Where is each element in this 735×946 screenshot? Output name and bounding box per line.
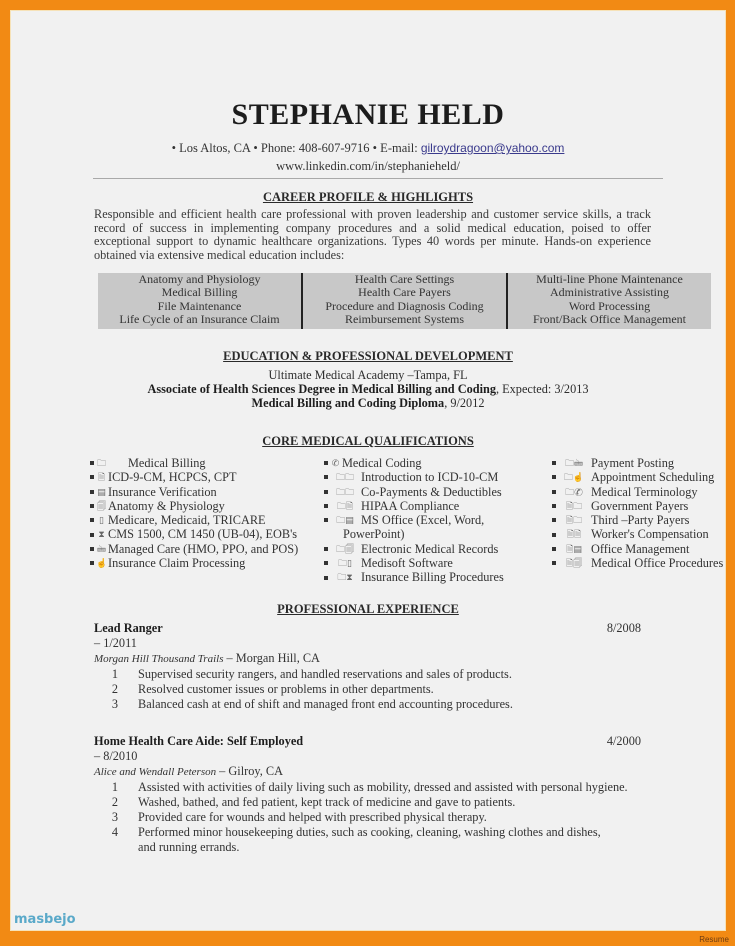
- skill-item: Word Processing: [568, 298, 651, 313]
- folder-document-icon: 🗀🗎: [336, 500, 354, 511]
- skills-column-1: [98, 273, 301, 329]
- bullet: [324, 547, 328, 551]
- qualification-item: 🗀🗀 Co-Payments & Deductibles: [324, 485, 504, 499]
- employer: Morgan Hill Thousand Trails: [94, 653, 224, 665]
- job-end-date: – 8/2010: [94, 749, 138, 763]
- linkedin-url[interactable]: www.linkedin.com/in/stephanieheld/: [276, 159, 460, 173]
- document-pages-icon: 🗎🗐: [565, 558, 583, 569]
- qualification-item: ▯ Medicare, Medicaid, TRICARE: [90, 513, 298, 527]
- qualification-item: 🗀☝ Appointment Scheduling: [552, 470, 723, 484]
- qualification-item: 🗀 Medical Billing: [90, 456, 298, 470]
- header-divider: [93, 178, 663, 179]
- qualification-item-continued: PowerPoint): [343, 527, 405, 542]
- qualification-item: 🗎🗎 Worker's Compensation: [552, 527, 723, 541]
- section-title-career-profile: CAREER PROFILE & HIGHLIGHTS: [262, 190, 474, 204]
- skill-item: Health Care Payers: [358, 285, 451, 300]
- job-location: – Gilroy, CA: [216, 764, 283, 778]
- skill-item: Life Cycle of an Insurance Claim: [119, 312, 280, 327]
- degree-line: [10, 382, 726, 397]
- job-title: Home Health Care Aide: Self Employed: [94, 734, 304, 748]
- qualification-item: 🗀▤ MS Office (Excel, Word,: [324, 513, 504, 527]
- keyboard-icon: 🖮: [96, 543, 106, 554]
- pages-icon: 🗐: [97, 500, 106, 511]
- bullet: [552, 490, 556, 494]
- diploma-date: , 9/2012: [444, 396, 485, 410]
- skills-column-2: [303, 273, 506, 329]
- bullet: [552, 518, 556, 522]
- qualification-item: 🗀🗀 Introduction to ICD-10-CM: [324, 470, 504, 484]
- qualification-item: 🗎🗐 Medical Office Procedures: [552, 556, 723, 570]
- profile-summary: Responsible and efficient health care professional with proven leadership and customer service skills, a track record of success in implementing company procedures and a solid medical education, poised to offer exceptional support to dynamic healthcare organizations. Types 40 words per minute. Hands-on experience obtained via extensive medical education includes:: [94, 207, 651, 262]
- qualification-item: 🗀🗎 HIPAA Compliance: [324, 499, 504, 513]
- qualification-item: 🗀🖮 Payment Posting: [552, 456, 723, 470]
- folder-icon: 🗀🗀: [335, 472, 354, 483]
- telephone-icon: ✆: [331, 458, 340, 468]
- duty-item: 3 Provided care for wounds and helped with prescribed physical therapy.: [111, 810, 487, 824]
- folder-keyboard-icon: 🗀🖮: [564, 458, 583, 468]
- qualification-item: 🗀🗐 Electronic Medical Records: [324, 542, 504, 556]
- duty-item: 4 Performed minor housekeeping duties, such as cooking, cleaning, washing clothes and dishes, and running errands.: [111, 825, 601, 854]
- resume-tag: Resume: [699, 935, 729, 944]
- job-title: Lead Ranger: [94, 621, 163, 635]
- skill-item: Procedure and Diagnosis Coding: [325, 298, 484, 313]
- folder-icon: 🗀: [96, 458, 106, 468]
- hand-pointer-icon: ☝: [96, 558, 108, 569]
- job-end-date: – 1/2011: [94, 636, 137, 650]
- section-title-experience: PROFESSIONAL EXPERIENCE: [277, 602, 459, 616]
- diploma: Medical Billing and Coding Diploma: [251, 396, 445, 410]
- job-location: – Morgan Hill, CA: [223, 651, 320, 665]
- skill-item: File Maintenance: [157, 298, 242, 313]
- qualification-item: ▤ Insurance Verification: [90, 485, 298, 499]
- section-title-qualifications: CORE MEDICAL QUALIFICATIONS: [262, 434, 474, 448]
- duty-item: 1 Supervised security rangers, and handled reservations and sales of products.: [111, 667, 512, 681]
- bullet: [90, 533, 94, 537]
- job-entry: [94, 734, 654, 855]
- job-start-date: 4/2000: [606, 734, 641, 748]
- qualification-item: 🗀▯ Medisoft Software: [324, 556, 504, 570]
- qualification-item: 🗀✆ Medical Terminology: [552, 485, 723, 499]
- document-folder-icon: 🗎🗀: [565, 500, 583, 511]
- folder-icon: 🗀🗀: [335, 486, 354, 497]
- qualification-item: 🗐 Anatomy & Physiology: [90, 499, 298, 513]
- bullet: [552, 561, 556, 565]
- skill-item: Medical Billing: [161, 285, 238, 300]
- qualification-item: ⧗ CMS 1500, CM 1450 (UB-04), EOB's: [90, 527, 298, 541]
- qualification-item: 🗎🗀 Government Payers: [552, 499, 723, 513]
- duty-item: 2 Washed, bathed, and fed patient, kept track of medicine and gave to patients.: [111, 795, 516, 809]
- hourglass-icon: ⧗: [98, 529, 105, 540]
- duty-item: 1 Assisted with activities of daily living such as mobility, dressed and assisted with personal hygiene.: [111, 780, 628, 794]
- bullet: [552, 461, 556, 465]
- bullet: [324, 576, 328, 580]
- job-entry: [94, 621, 654, 712]
- skill-item: Multi-line Phone Maintenance: [536, 272, 683, 286]
- list-icon: ▤: [97, 486, 106, 497]
- qualifications-column-3: [552, 456, 723, 570]
- folder-telephone-icon: 🗀✆: [565, 486, 583, 497]
- employer: Alice and Wendall Peterson: [94, 766, 217, 778]
- watermark-logo: masbejo: [14, 912, 76, 927]
- folder-phone-icon: 🗀▯: [338, 558, 352, 569]
- qualification-item: ☝ Insurance Claim Processing: [90, 556, 298, 570]
- contact-line: [10, 141, 726, 156]
- folder-hand-icon: 🗀☝: [563, 472, 585, 483]
- bullet: [90, 461, 94, 465]
- bullet: [324, 518, 328, 522]
- bullet: [90, 490, 94, 494]
- qualifications-column-1: [90, 456, 298, 570]
- phone-icon: ▯: [99, 515, 104, 526]
- bullet: [552, 504, 556, 508]
- duty-item: 2 Resolved customer issues or problems in other departments.: [111, 682, 434, 696]
- skills-column-3: [508, 273, 711, 329]
- qualifications-column-2: [324, 456, 504, 585]
- bullet: [324, 475, 328, 479]
- skill-item: Administrative Assisting: [549, 285, 669, 300]
- document-icon: 🗎: [97, 472, 106, 483]
- bullet: [552, 547, 556, 551]
- folder-pages-icon: 🗀🗐: [336, 543, 354, 554]
- degree-date: , Expected: 3/2013: [495, 382, 589, 396]
- section-title-education: EDUCATION & PROFESSIONAL DEVELOPMENT: [223, 349, 513, 363]
- job-start-date: 8/2008: [606, 621, 641, 635]
- bullet: [324, 490, 328, 494]
- skill-item: Health Care Settings: [354, 272, 455, 286]
- resume-page: [10, 10, 726, 931]
- duty-item: 3 Balanced cash at end of shift and managed front end accounting procedures.: [111, 697, 513, 711]
- folder-list-icon: 🗀▤: [336, 515, 354, 526]
- bullet: [90, 504, 94, 508]
- document-list-icon: 🗎▤: [566, 543, 582, 554]
- skill-item: Reimbursement Systems: [345, 312, 464, 327]
- qualification-item: 🗀⧗ Insurance Billing Procedures: [324, 570, 504, 584]
- contact-details: • Los Altos, CA • Phone: 408-607-9716 • E-mail:: [171, 141, 421, 155]
- email-link[interactable]: gilroydragoon@yahoo.com: [420, 141, 565, 155]
- skills-table: [98, 273, 711, 329]
- qualification-item: 🗎▤ Office Management: [552, 542, 723, 556]
- qualification-item: ✆ Medical Coding: [324, 456, 504, 470]
- bullet: [552, 475, 556, 479]
- bullet: [90, 547, 94, 551]
- folder-hourglass-icon: 🗀⧗: [337, 572, 353, 583]
- bullet: [324, 561, 328, 565]
- bullet: [324, 461, 328, 465]
- document-document-icon: 🗎🗎: [566, 529, 582, 540]
- bullet: [90, 518, 94, 522]
- qualification-item: 🖮 Managed Care (HMO, PPO, and POS): [90, 542, 298, 556]
- bullet: [324, 504, 328, 508]
- school: Ultimate Medical Academy –Tampa, FL: [268, 368, 468, 382]
- diploma-line: [10, 396, 726, 411]
- skill-item: Front/Back Office Management: [532, 312, 687, 327]
- bullet: [90, 475, 94, 479]
- degree: Associate of Health Sciences Degree in Medical Billing and Coding: [147, 382, 496, 396]
- bullet: [552, 533, 556, 537]
- candidate-name: STEPHANIE HELD: [231, 98, 505, 131]
- document-folder-icon: 🗎🗀: [565, 515, 583, 526]
- qualification-item: 🗎🗀 Third –Party Payers: [552, 513, 723, 527]
- qualification-item: 🗎 ICD-9-CM, HCPCS, CPT: [90, 470, 298, 484]
- skill-item: Anatomy and Physiology: [138, 272, 261, 286]
- bullet: [90, 561, 94, 565]
